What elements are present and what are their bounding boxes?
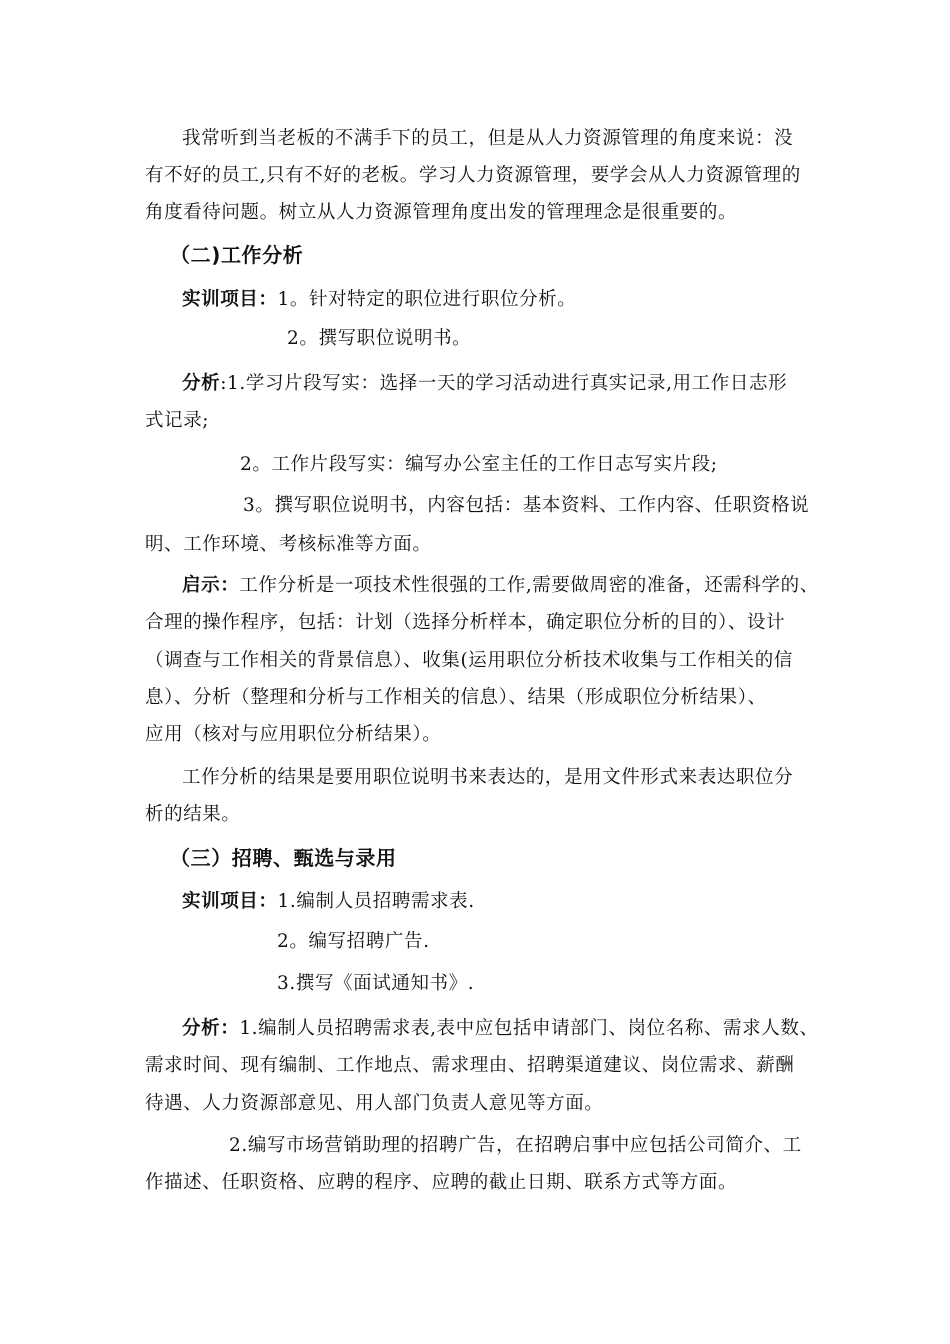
intro-line-2: 有不好的员工,只有不好的老板。学习人力资源管理，要学会从人力资源管理的 <box>145 165 801 186</box>
section2-insight-line-2: 合理的操作程序，包括：计划（选择分析样本，确定职位分析的目的）、设计 <box>145 612 786 633</box>
training-label: 实训项目： <box>182 891 278 912</box>
section3-training-line-1 <box>182 890 852 914</box>
insight-label: 启示： <box>182 575 240 596</box>
section2-analysis-line-2: 式记录; <box>145 410 210 431</box>
section3-analysis-item-2-line-1: 2.编写市场营销助理的招聘广告，在招聘启事中应包括公司简介、工 <box>229 1135 802 1156</box>
training-item: 1.编制人员招聘需求表. <box>277 891 475 912</box>
section3-analysis-line-2: 需求时间、现有编制、工作地点、需求理由、招聘渠道建议、岗位需求、薪酬 <box>145 1055 795 1076</box>
section2-analysis-line-1 <box>182 372 852 396</box>
section2-result-line-2: 析的结果。 <box>145 804 241 825</box>
section2-training-line-2: 2。撰写职位说明书。 <box>287 328 472 349</box>
analysis-text: :1.学习片段写实：选择一天的学习活动进行真实记录,用工作日志形 <box>220 373 788 394</box>
section2-insight-line-4: 息）、分析（整理和分析与工作相关的信息）、结果（形成职位分析结果）、 <box>145 687 767 708</box>
section2-insight-line-5: 应用（核对与应用职位分析结果）。 <box>145 724 442 745</box>
section2-analysis-item-2: 2。工作片段写实：编写办公室主任的工作日志写实片段; <box>240 454 718 475</box>
section2-analysis-item-3-line-2: 明、工作环境、考核标准等方面。 <box>145 534 432 555</box>
section3-training-line-3: 3.撰写《面试通知书》. <box>277 973 475 994</box>
section3-analysis-line-3: 待遇、人力资源部意见、用人部门负责人意见等方面。 <box>145 1093 604 1114</box>
section2-result-line-1: 工作分析的结果是要用职位说明书来表达的，是用文件形式来表达职位分 <box>182 767 794 788</box>
section2-analysis-item-3-line-1: 3。撰写职位说明书，内容包括：基本资料、工作内容、任职资格说 <box>243 495 810 516</box>
section2-insight-line-3: （调查与工作相关的背景信息）、收集(运用职位分析技术收集与工作相关的信 <box>145 650 793 671</box>
analysis-label: 分析： <box>182 1018 240 1039</box>
insight-text: 工作分析是一项技术性很强的工作,需要做周密的准备，还需科学的、 <box>239 575 819 596</box>
training-item: 1。针对特定的职位进行职位分析。 <box>277 289 577 310</box>
analysis-label: 分析 <box>182 373 221 394</box>
section3-analysis-item-2-line-2: 作描述、任职资格、应聘的程序、应聘的截止日期、联系方式等方面。 <box>145 1172 738 1193</box>
analysis-text: 1.编制人员招聘需求表,表中应包括申请部门、岗位名称、需求人数、 <box>239 1018 819 1039</box>
section2-training-line-1 <box>182 288 852 312</box>
section3-training-line-2: 2。编写招聘广告. <box>277 931 430 952</box>
section3-heading: （三）招聘、甄选与录用 <box>170 846 397 870</box>
training-label: 实训项目： <box>182 289 278 310</box>
section2-insight-line-1 <box>182 574 852 598</box>
section3-analysis-line-1 <box>182 1017 852 1041</box>
intro-line-3: 角度看待问题。树立从人力资源管理角度出发的管理理念是很重要的。 <box>145 202 738 223</box>
intro-line-1: 我常听到当老板的不满手下的员工，但是从人力资源管理的角度来说：没 <box>182 128 794 149</box>
section2-heading: （二)工作分析 <box>170 243 304 267</box>
